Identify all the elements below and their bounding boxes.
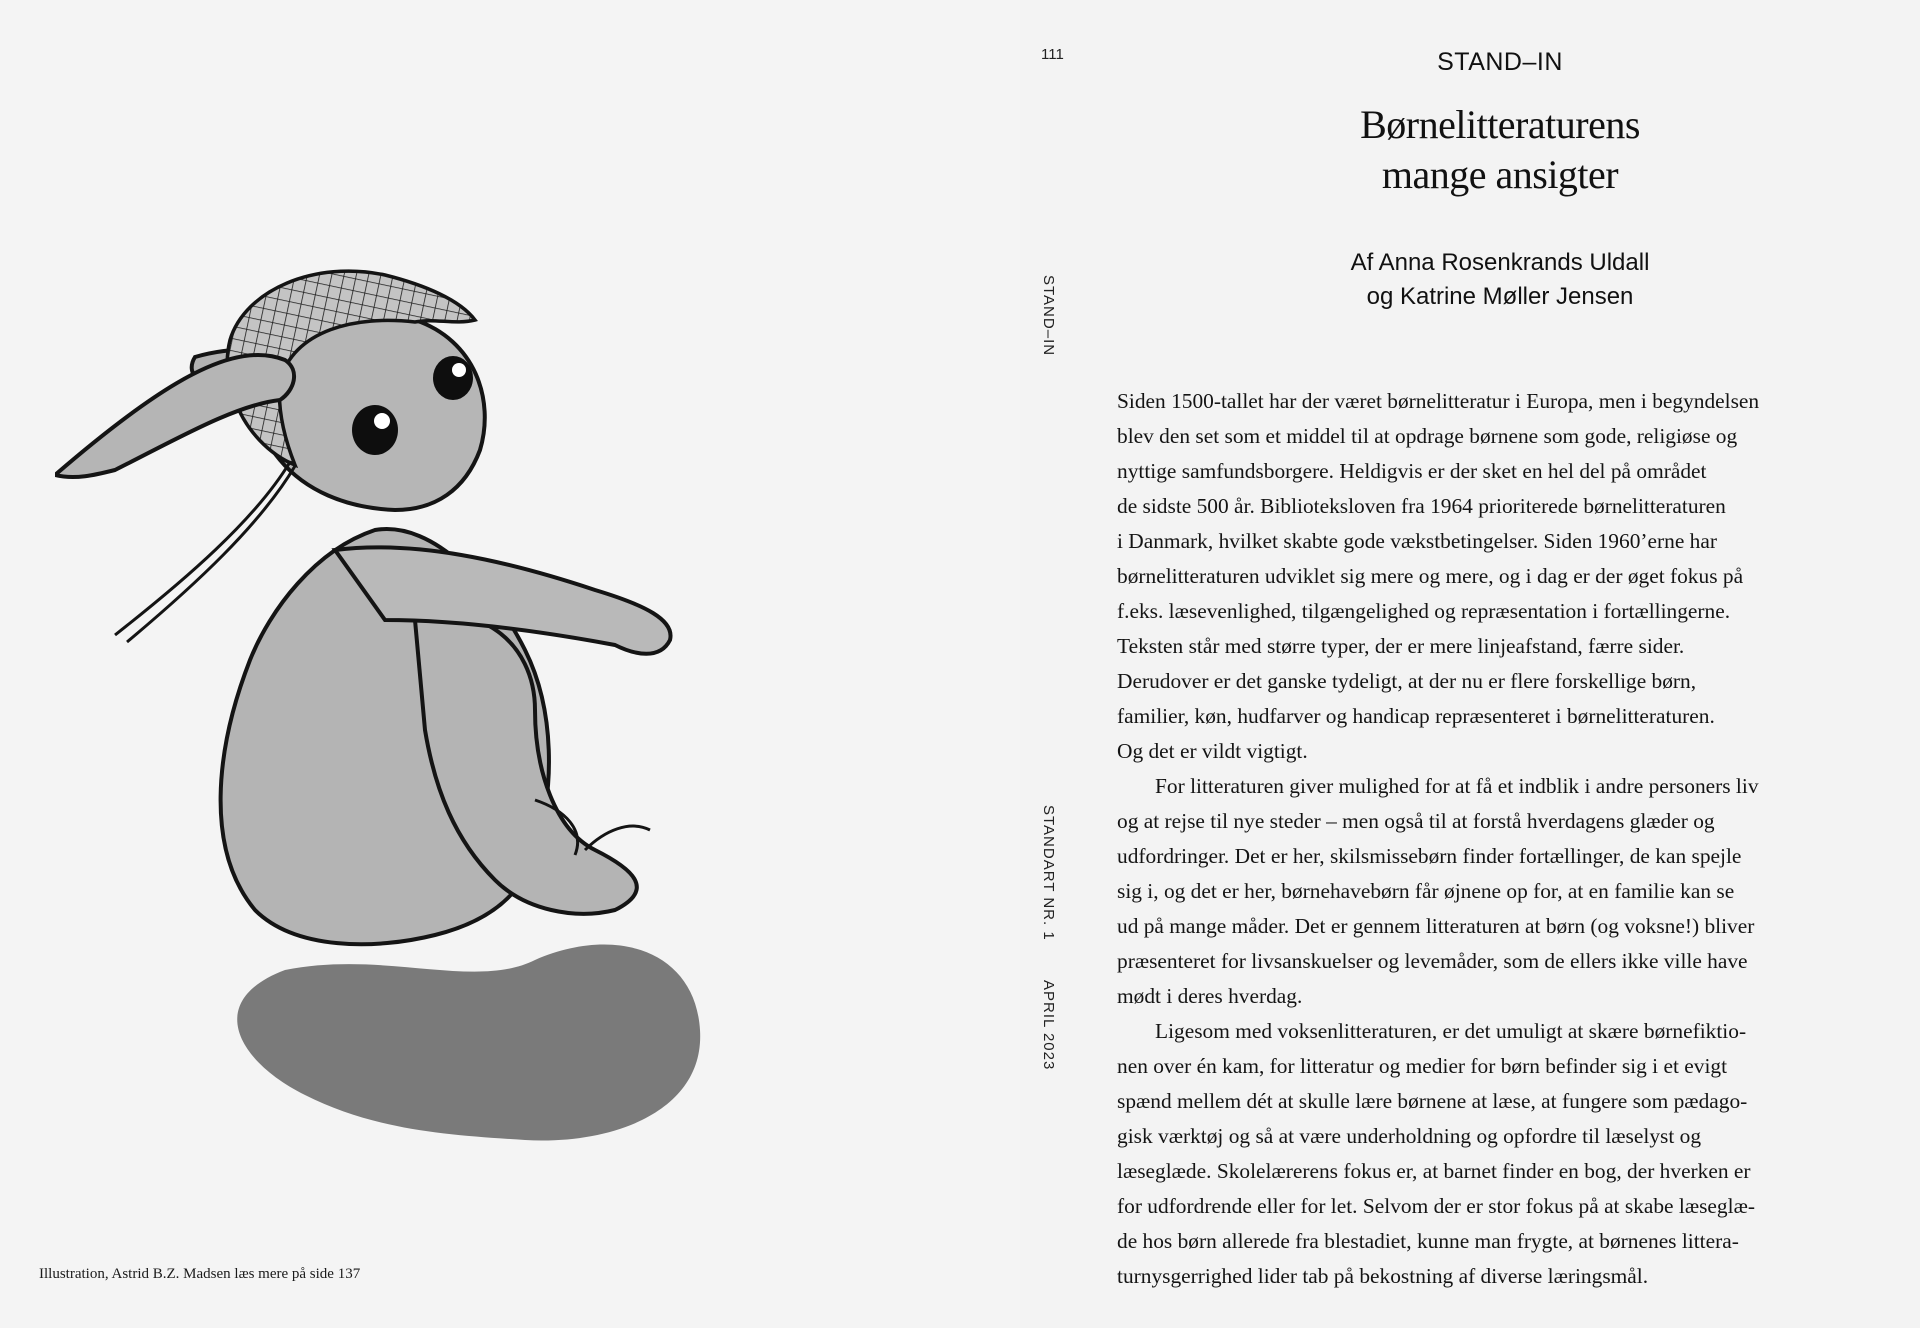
cap-string (115, 462, 295, 642)
issue-date-vertical: APRIL 2023 (1040, 980, 1057, 1071)
article-body (1117, 384, 1887, 1294)
magazine-issue-vertical: STANDART NR. 1 (1040, 805, 1057, 941)
rabbit-illustration (55, 190, 855, 1165)
paragraph: Siden 1500-tallet har der været børnelitteratur i Europa, men i begyndelsen blev den set som et middel til at opdrage børnene som gode, religiøse og nyttige samfundsborgere. Heldigvis er der sket en hel del på området de sidste 500 år. Biblioteksloven fra 1964 prioriterede børnelitteraturen i Danmark, hvilket skabte gode vækstbetingelser. Siden 1960’erne har børnelitteraturen udviklet sig mere og mere, og i dag er der øget fokus på f.eks. læsevenlighed, tilgængelighed og repræsentation i fortællingerne. Teksten står med større typer, der er mere linjeafstand, færre sider. Derudover er det ganske tydeligt, at der nu er flere forskellige børn, familier, køn, hudfarver og handicap repræsenteret i børnelitteraturen. Og det er vildt vigtigt. (1117, 389, 1760, 763)
paragraph: For litteraturen giver mulighed for at få et indblik i andre personers liv og at rejse til nye steder – men også til at forstå hverdagens glæder og udfordringer. Det er her, skilsmissebørn finder fortællinger, de kan spejle sig i, og det er her, børnehavebørn får øjnene op for, at en familie kan se ud på mange måder. Det er gennem litteraturen at børn (og voksne!) bliver præsenteret for livsanskuelser og levemåder, som de ellers ikke ville have mødt i deres hverdag. (1117, 774, 1759, 1008)
rabbit-shadow (237, 945, 700, 1141)
section-label: STAND–IN (1437, 48, 1563, 76)
running-head-vertical: STAND–IN (1040, 275, 1057, 357)
article-title (1260, 100, 1740, 200)
page-number: 111 (1041, 46, 1064, 63)
article-title-text: Børnelitteraturens mange ansigter (1360, 102, 1640, 197)
article-byline: Af Anna Rosenkrands Uldall og Katrine Møller Jensen (1350, 249, 1650, 310)
paragraph: Ligesom med voksenlitteraturen, er det umuligt at skære børnefiktio- nen over én kam, for litteratur og medier for børn befinder sig i et evigt spænd mellem dét at skulle lære børnene at læse, at fungere som pædago- gisk værktøj og så at være underholdning og opfordre til læselyst og læseglæde. Skolelærerens fokus er, at barnet finder en bog, der hverken er for udfordrende eller for let. Selvom der er stor fokus på at skabe læseglæ- de hos børn allerede fra blestadiet, kunne man frygte, at børnenes littera- turnysgerrighed lider tab på bekostning af diverse læringsmål. (1117, 1019, 1755, 1288)
illustration-caption: Illustration, Astrid B.Z. Madsen læs mere på side 137 (39, 1266, 361, 1282)
